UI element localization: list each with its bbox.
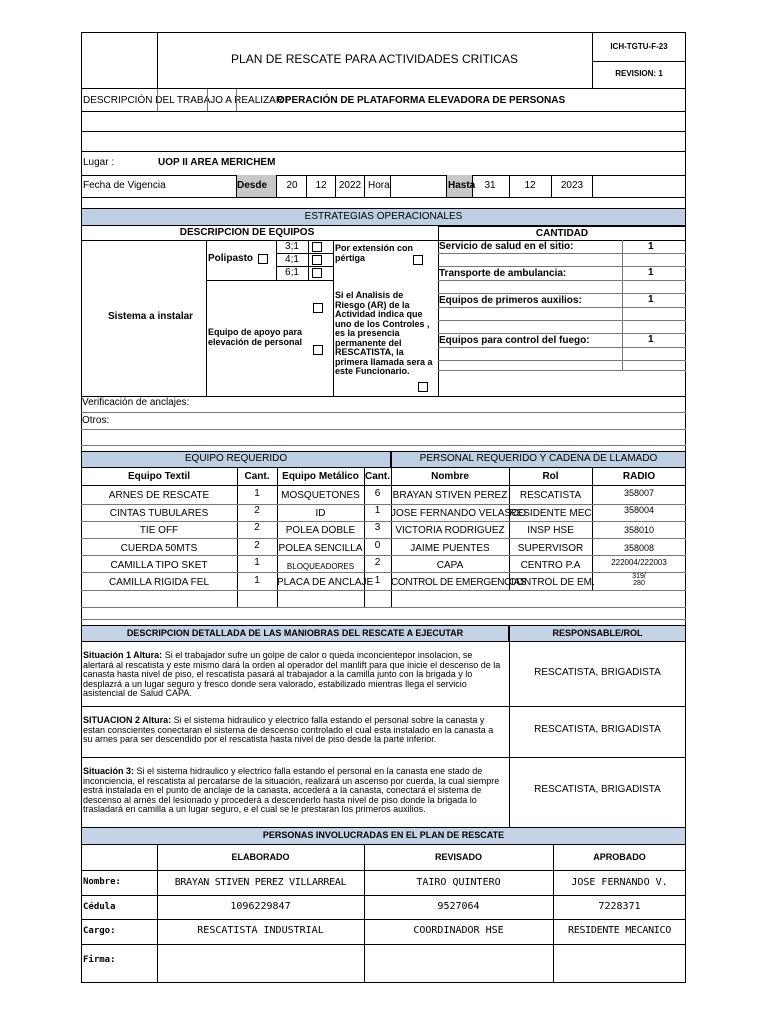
textile-qty: 1 <box>254 488 260 499</box>
divider <box>81 607 686 608</box>
divider <box>81 240 686 241</box>
service-label: Equipos de primeros auxilios: <box>439 295 582 306</box>
situation-text: Si el trabajador sufre un golpe de calor o queda inconcientepor insolacion, se alertará al rescatista y este mismo dará la orden al operador del manlift para que inicie el descenso de la canasta hasta nivel de piso, el rescatista pasará al trabajador a la camilla junto con la brigada y lo desplazrá a un lugar seguro y fresco donde sera valorado, estabilizado mientras llega el servicio asistencial de Salud CAPA. <box>83 650 501 698</box>
divider <box>81 555 686 556</box>
col-metal: Equipo Metálico <box>282 471 359 482</box>
divider <box>81 590 686 591</box>
metal-item: ID <box>315 508 326 519</box>
col-role: Rol <box>542 471 559 482</box>
person-radio: 358004 <box>623 505 655 515</box>
equip-description-header: DESCRIPCION DE EQUIPOS <box>179 227 315 238</box>
divider <box>81 412 686 413</box>
service-label: Servicio de salud en el sitio: <box>439 241 574 252</box>
col-revisado: REVISADO <box>434 852 482 862</box>
from-day: 20 <box>286 180 298 191</box>
metal-item: POLEA SENCILLA <box>278 543 363 554</box>
extension-label: Por extensión con pértiga <box>335 243 414 263</box>
elaborado-name: BRAYAN STIVEN PEREZ VILLARREAL <box>174 877 347 888</box>
divider <box>81 538 686 539</box>
divider <box>81 619 686 620</box>
service-label: Equipos para control del fuego: <box>439 335 590 346</box>
aprobado-id: 7228371 <box>598 901 641 912</box>
row-firma-label: Firma: <box>83 955 116 965</box>
elaborado-id: 1096229847 <box>230 901 291 912</box>
textile-qty: 2 <box>254 505 260 516</box>
divider <box>81 919 686 920</box>
divider <box>364 175 365 197</box>
divider <box>206 280 333 281</box>
situation-2 <box>83 716 505 745</box>
textile-qty: 1 <box>254 575 260 586</box>
textile-item: CAMILLA TIPO SKET <box>110 560 208 571</box>
person-radio: 358010 <box>623 525 655 535</box>
metal-item: POLEA DOBLE <box>285 525 356 536</box>
metal-qty: 6 <box>374 488 381 499</box>
elaborado-signature-field[interactable] <box>158 945 363 982</box>
situation-title: Situación 3: <box>83 766 135 776</box>
to-month: 12 <box>524 180 536 191</box>
work-description-value: OPERACIÓN DE PLATAFORMA ELEVADORA DE PERSONAS <box>277 95 566 106</box>
divider <box>335 175 336 197</box>
divider <box>438 307 686 308</box>
textile-qty: 1 <box>254 557 260 568</box>
situation-responsible: RESCATISTA, BRIGADISTA <box>534 667 661 678</box>
divider <box>81 521 686 522</box>
person-name: VICTORIA RODRIGUEZ <box>395 525 505 536</box>
person-name: CONTROL DE EMERGENCIAS <box>391 577 527 588</box>
divider <box>438 347 686 348</box>
to-day: 31 <box>484 180 496 191</box>
revisado-role: COORDINADOR HSE <box>413 925 504 936</box>
divider <box>207 89 208 111</box>
polipasto-checkbox[interactable] <box>258 254 268 264</box>
person-radio: 222004/222003 <box>611 558 667 567</box>
person-role: RESIDENTE MEC <box>509 508 592 519</box>
person-role: CONTROL DE EM. <box>509 577 595 588</box>
divider <box>472 175 473 197</box>
person-radio: 358007 <box>623 488 655 498</box>
situation-text: Si el sistema hidraulico y electrico falla estando el personal en la canasta ene stado de inconciencia, el rescatista al percatarse de la situación, realizará un ascenso por cuerda, la cual siempre estrá instalada en el punto de anclaje de la canasta, accederá a la canasta, conectará el sistema de descenso al arnés del lesionado y procederá a descenderlo hasta nivel de piso donde la brigada lo trasladará en camilla a un lugar seguro, e el cual se le prestaran los primeros auxilios. <box>83 766 500 814</box>
rescuer-checkbox[interactable] <box>418 382 428 392</box>
validity-label: Fecha de Vigencia <box>83 180 166 191</box>
polipasto-label: Polipasto <box>208 253 254 264</box>
textile-item: ARNES DE RESCATE <box>108 490 210 501</box>
divider <box>592 61 686 62</box>
textile-item: CUERDA 50MTS <box>120 543 198 554</box>
strategies-title: ESTRATEGIAS OPERACIONALES <box>304 211 463 222</box>
system-label: Sistema a instalar <box>108 311 194 322</box>
divider <box>81 88 686 89</box>
ratio-4-1-checkbox[interactable] <box>312 255 322 265</box>
work-description-label: DESCRIPCIÓN DEL TRABAJO A REALIZAR : <box>83 95 289 106</box>
row-nombre-label: Nombre: <box>83 877 121 887</box>
revision-label: REVISION: 1 <box>615 69 663 78</box>
textile-qty: 2 <box>254 540 260 551</box>
aprobado-name: JOSE FERNANDO V. <box>571 877 668 888</box>
from-year: 2022 <box>338 180 362 191</box>
divider <box>81 197 686 198</box>
metal-qty: 1 <box>374 575 381 586</box>
person-role: RESCATISTA <box>519 490 582 501</box>
elaborado-role: RESCATISTA INDUSTRIAL <box>197 925 324 936</box>
metal-item: MOSQUETONES <box>281 490 360 501</box>
divider <box>390 175 391 197</box>
situation-text: Si el sistema hidraulico y electrico falla estando el personal sobre la canasta y estan conscientes conectaran el sistema de descenso controlado el cual esta instalado en la canasta a su arnes para ser descendido por el rescatista hasta nivel de piso desde la parte inferior. <box>83 715 494 744</box>
ratio-3-1: 3;1 <box>285 241 299 252</box>
support-checkbox-2[interactable] <box>313 345 323 355</box>
place-value: UOP II AREA MERICHEM <box>158 157 276 168</box>
divider <box>438 226 686 227</box>
equipment-title: EQUIPO REQUERIDO <box>184 453 288 464</box>
maneuvers-title: DESCRIPCION DETALLADA DE LAS MANIOBRAS DEL RESCATE A EJECUTAR <box>126 628 464 638</box>
metal-qty: 2 <box>374 557 381 568</box>
divider <box>81 445 686 446</box>
divider <box>81 870 686 871</box>
to-year: 2023 <box>560 180 584 191</box>
textile-item: TIE OFF <box>139 525 179 536</box>
divider <box>206 240 207 396</box>
divider <box>509 175 510 197</box>
situation-3 <box>83 767 507 815</box>
metal-qty: 3 <box>374 522 381 533</box>
divider <box>157 89 158 111</box>
textile-qty: 2 <box>254 522 260 533</box>
metal-qty: 0 <box>374 540 381 551</box>
person-role: CENTRO P.A <box>520 560 581 571</box>
divider <box>438 360 686 361</box>
col-elaborado: ELABORADO <box>231 852 290 862</box>
person-name: JAIME PUENTES <box>410 543 490 554</box>
others-label: Otros: <box>82 415 110 426</box>
divider <box>276 175 277 197</box>
divider <box>446 175 447 197</box>
quantity-header: CANTIDAD <box>535 228 589 239</box>
divider <box>306 175 307 197</box>
personnel-title: PERSONAL REQUERIDO Y CADENA DE LLAMADO <box>419 453 658 464</box>
place-label: Lugar : <box>83 157 115 168</box>
divider <box>622 240 623 370</box>
to-label: Hasta <box>448 180 476 191</box>
divider <box>438 280 686 281</box>
col-name: Nombre <box>431 471 469 482</box>
service-label: Transporte de ambulancia: <box>439 268 567 279</box>
divider <box>308 240 309 280</box>
support-equipment-label: Equipo de apoyo para elevación de personal <box>208 327 303 347</box>
service-qty: 1 <box>648 267 654 278</box>
hour-label: Hora <box>368 180 390 191</box>
aprobado-role: RESIDENTE MECANICO <box>568 925 671 936</box>
risk-analysis-note: Si el Analisis de Riesgo (AR) de la Actividad indica que uno de los Controles , es la presencia permanente del RESCATISTA, la primera llamada sera a este Funcionario. <box>335 290 433 376</box>
person-radio: 319/ 280 <box>632 573 646 587</box>
ratio-6-1: 6;1 <box>285 267 299 278</box>
divider <box>236 89 237 111</box>
divider <box>236 175 237 197</box>
divider <box>551 175 552 197</box>
divider <box>81 429 686 430</box>
aprobado-signature-field[interactable] <box>554 945 685 982</box>
divider <box>81 175 686 176</box>
revisado-id: 9527064 <box>437 901 480 912</box>
signoff-title: PERSONAS INVOLUCRADAS EN EL PLAN DE RESCATE <box>262 830 505 840</box>
ratio-6-1-checkbox[interactable] <box>312 268 322 278</box>
situation-title: Situación 1 Altura: <box>83 650 163 660</box>
divider <box>81 706 686 707</box>
from-month: 12 <box>315 180 327 191</box>
divider <box>81 151 686 152</box>
service-qty: 1 <box>648 294 654 305</box>
ratio-3-1-checkbox[interactable] <box>312 242 322 252</box>
service-qty: 1 <box>648 241 654 252</box>
col-aprobado: APROBADO <box>593 852 646 862</box>
divider <box>81 572 686 573</box>
situation-title: SITUACION 2 Altura: <box>83 715 172 725</box>
divider <box>81 757 686 758</box>
divider <box>81 504 686 505</box>
divider <box>81 131 686 132</box>
responsible-header: RESPONSABLE/ROL <box>552 628 643 638</box>
person-name: BRAYAN STIVEN PEREZ <box>392 490 508 501</box>
divider <box>81 485 686 486</box>
support-checkbox-1[interactable] <box>313 303 323 313</box>
person-role: INSP HSE <box>527 525 574 536</box>
textile-item: CAMILLA RIGIDA FEL <box>108 577 210 588</box>
situation-responsible: RESCATISTA, BRIGADISTA <box>534 784 661 795</box>
metal-item: PLACA DE ANCLAJE <box>277 577 374 588</box>
situation-responsible: RESCATISTA, BRIGADISTA <box>534 724 661 735</box>
service-qty: 1 <box>648 334 654 345</box>
metal-qty: 1 <box>374 505 381 516</box>
divider <box>81 111 686 112</box>
person-role: SUPERVISOR <box>517 543 584 554</box>
divider <box>438 370 686 371</box>
person-name: JOSE FERNANDO VELASCO <box>391 508 527 519</box>
col-radio: RADIO <box>622 471 656 482</box>
row-cedula-label: Cédula <box>83 902 116 912</box>
situation-1 <box>83 651 505 699</box>
textile-item: CINTAS TUBULARES <box>109 508 209 519</box>
page-title: PLAN DE RESCATE PARA ACTIVIDADES CRITICAS <box>231 52 518 66</box>
anchor-verification-label: Verificación de anclajes: <box>82 397 190 408</box>
col-textile-qty: Cant. <box>244 471 270 482</box>
extension-checkbox[interactable] <box>413 255 423 265</box>
divider <box>438 320 686 321</box>
person-name: CAPA <box>436 560 464 571</box>
col-textile: Equipo Textil <box>127 471 191 482</box>
divider <box>81 895 686 896</box>
from-label: Desde <box>237 180 268 191</box>
divider <box>438 253 686 254</box>
divider <box>333 240 334 396</box>
col-metal-qty: Cant. <box>365 471 390 482</box>
revisado-name: TAIRO QUINTERO <box>416 877 501 888</box>
person-radio: 358008 <box>623 543 655 553</box>
ratio-4-1: 4;1 <box>285 254 299 265</box>
metal-item: BLOQUEADORES <box>286 562 355 571</box>
form-code: ICH-TGTU-F-23 <box>610 42 668 51</box>
row-cargo-label: Cargo: <box>83 926 116 936</box>
divider <box>592 175 593 197</box>
revisado-signature-field[interactable] <box>365 945 552 982</box>
